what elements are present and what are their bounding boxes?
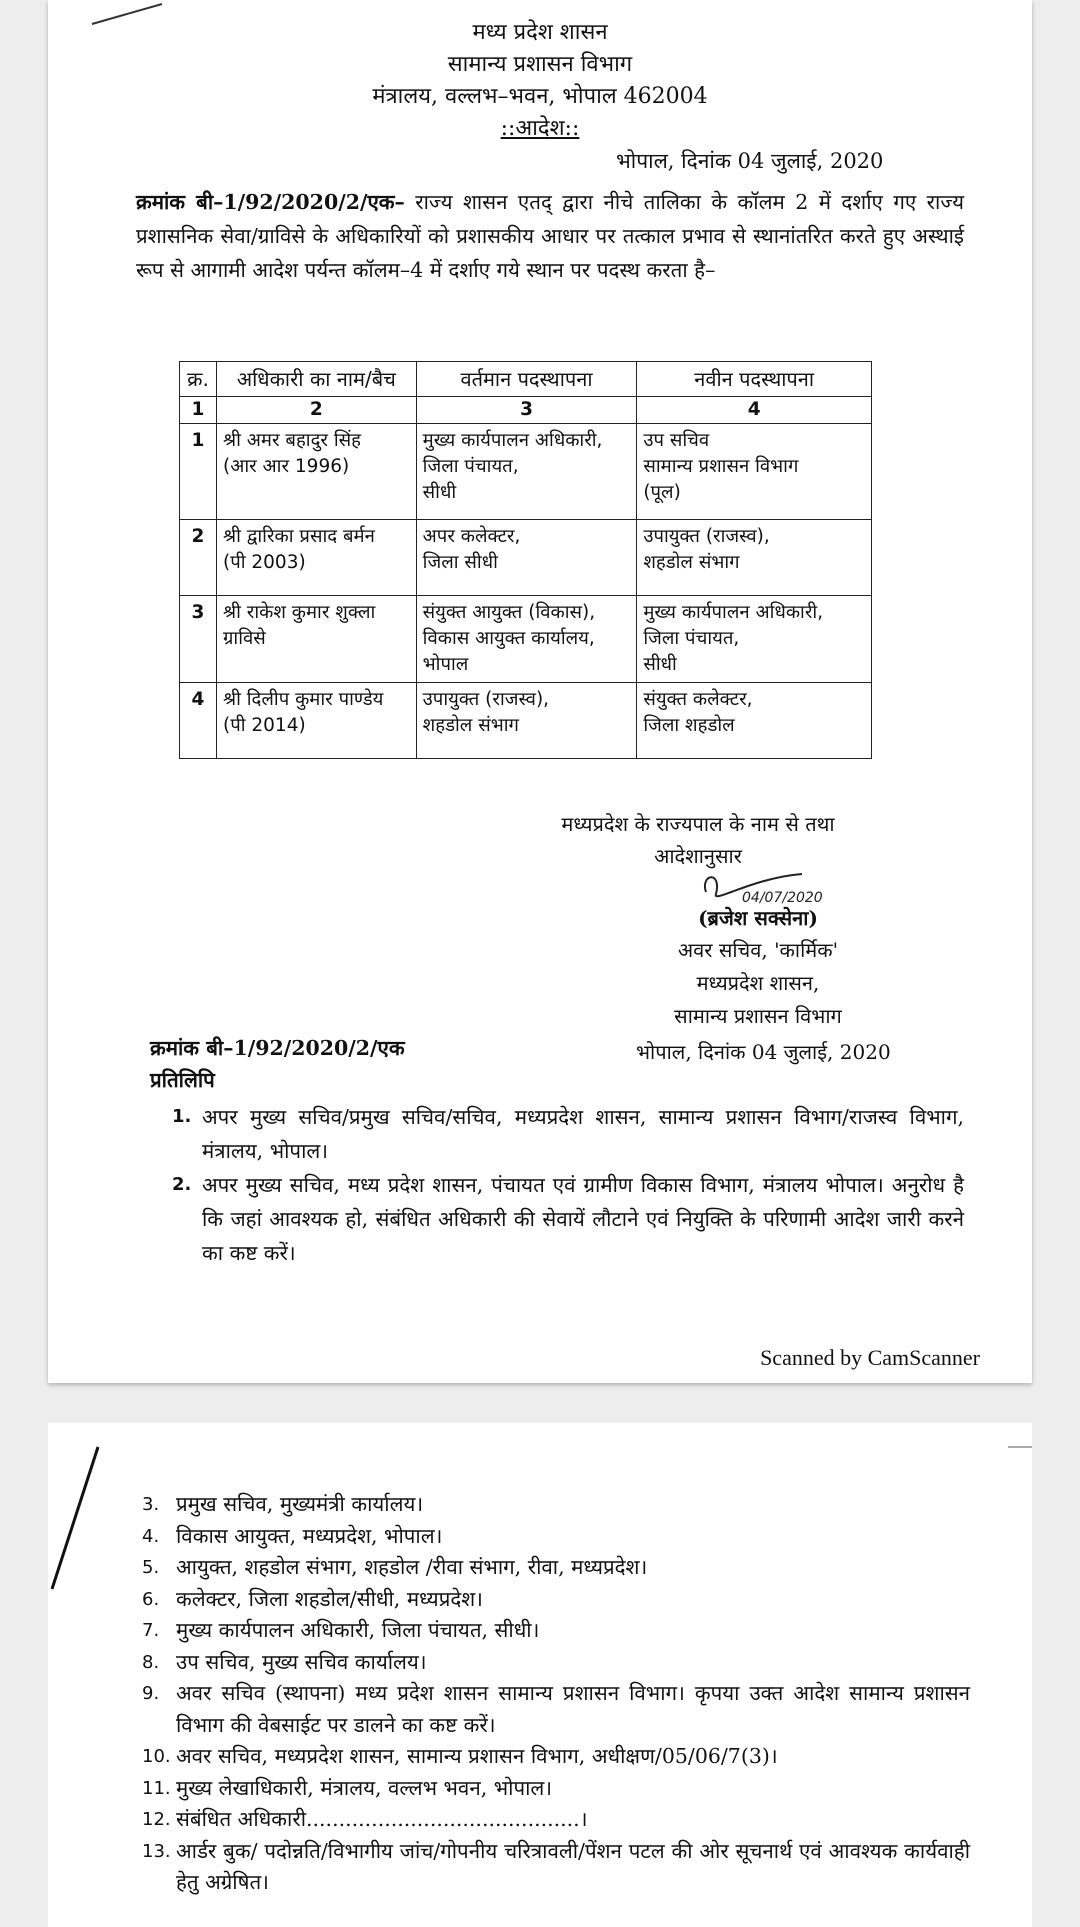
copy-list [172,1100,964,1270]
row-officer: श्री राकेश कुमार शुक्ला ग्राविसे [216,596,416,683]
item-text: संबंधित अधिकारी..........................................। [176,1807,588,1831]
item-number: 6. [142,1588,160,1610]
order-title-wrap [48,112,1032,142]
col-header: अधिकारी का नाम/बैच [216,362,416,397]
item-number: 11. [142,1777,171,1799]
list-item [142,1773,970,1805]
copy-list-continued [142,1489,970,1899]
row-new-posting: मुख्य कार्यपालन अधिकारी, जिला पंचायत, सीधी [637,596,872,683]
list-item [142,1584,970,1616]
signatory-govt: मध्यप्रदेश शासन, [696,971,820,995]
item-text: उप सचिव, मुख्य सचिव कार्यालय। [176,1649,427,1674]
item-text: अवर सचिव, मध्यप्रदेश शासन, सामान्य प्रशासन विभाग, अधीक्षण/05/06/7(3)। [176,1744,778,1768]
list-item [142,1804,970,1836]
list-item [142,1552,970,1584]
col-number: 1 [180,397,217,424]
table-colnum-row [180,397,872,424]
copy-label: प्रतिलिपि [150,1068,215,1092]
item-number: 9. [142,1683,160,1704]
signature-date: 04/07/2020 [742,890,823,906]
list-item [142,1741,970,1773]
row-current-posting: उपायुक्त (राजस्व), शहडोल संभाग [416,683,637,759]
item-text: विकास आयुक्त, मध्यप्रदेश, भोपाल। [176,1523,443,1548]
item-number: 3. [142,1494,160,1515]
item-text: आर्डर बुक/ पदोन्नति/विभागीय जांच/गोपनीय चरित्रावली/पेंशन पटल की ओर सूचनार्थ एवं आवश्यक कार्यवाही हेतु अग्रेषित। [176,1838,970,1894]
item-number: 12. [142,1809,171,1830]
item-number: 13. [142,1840,171,1862]
list-item [142,1489,970,1521]
list-item [142,1615,970,1647]
row-sno: 2 [180,520,217,596]
table-row [180,683,872,759]
col-header: नवीन पदस्थापना [637,362,872,397]
scanner-watermark: Scanned by CamScanner [760,1345,980,1370]
table-row [180,520,872,596]
list-item [142,1836,970,1899]
scanned-page-2 [48,1423,1032,1927]
item-number: 1. [172,1106,192,1127]
row-sno: 3 [180,596,217,683]
list-item [172,1168,964,1270]
table-row [180,424,872,520]
signatory-dept: सामान्य प्रशासन विभाग [674,1004,842,1028]
signatory-name: (ब्रजेश सक्सेना) [698,906,818,930]
header-address: मंत्रालय, वल्लभ–भवन, भोपाल 462004 [372,84,708,109]
item-text: मुख्य लेखाधिकारी, मंत्रालय, वल्लभ भवन, भोपाल। [176,1775,553,1800]
row-sno: 4 [180,683,217,759]
copy-order-number: क्रमांक बी–1/92/2020/2/एक [150,1036,405,1060]
item-number: 7. [142,1620,160,1641]
row-new-posting: उपायुक्त (राजस्व), शहडोल संभाग [637,520,872,596]
order-place-date: भोपाल, दिनांक 04 जुलाई, 2020 [616,149,884,173]
header-govt: मध्य प्रदेश शासन [472,20,608,45]
authority-line: मध्यप्रदेश के राज्यपाल के नाम से तथा [561,812,835,836]
row-new-posting: उप सचिव सामान्य प्रशासन विभाग (पूल) [637,424,872,520]
signatory-designation: अवर सचिव, 'कार्मिक' [677,938,839,962]
col-number: 4 [637,397,872,424]
order-paragraph [136,185,964,287]
transfer-table [179,361,872,759]
row-sno: 1 [180,424,217,520]
item-number: 2. [172,1174,192,1195]
scanned-page-1 [48,0,1032,1383]
copy-place-date: भोपाल, दिनांक 04 जुलाई, 2020 [636,1040,891,1064]
col-header: क्र. [180,362,217,397]
row-current-posting: अपर कलेक्टर, जिला सीधी [416,520,637,596]
col-header: वर्तमान पदस्थापना [416,362,637,397]
row-current-posting: मुख्य कार्यपालन अधिकारी, जिला पंचायत, सीधी [416,424,637,520]
row-officer: श्री दिलीप कुमार पाण्डेय (पी 2014) [216,683,416,759]
edge-mark [1008,1445,1032,1449]
table-row [180,596,872,683]
order-number: क्रमांक बी–1/92/2020/2/एक– [136,190,405,214]
list-item [172,1100,964,1168]
item-number: 8. [142,1651,160,1673]
row-current-posting: संयुक्त आयुक्त (विकास), विकास आयुक्त कार्यालय, भोपाल [416,596,637,683]
item-number: 4. [142,1525,160,1547]
item-number: 10. [142,1746,171,1767]
order-body: राज्य शासन एतद् द्वारा नीचे तालिका के कॉलम 2 में दर्शाए गए राज्य प्रशासनिक सेवा/ग्राविसे के अधिकारियों को प्रशासकीय आधार पर तत्काल प्रभाव से स्थानांतरित करते हुए अस्थाई रूप से आगामी आदेश पर्यन्त कॉलम–4 में दर्शाए गये स्थान पर पदस्थ करता है– [136,190,964,282]
col-number: 3 [416,397,637,424]
item-text: अवर सचिव (स्थापना) मध्य प्रदेश शासन सामान्य प्रशासन विभाग। कृपया उक्त आदेश सामान्य प्रशासन विभाग की वेबसाईट पर डालने का कष्ट करें। [176,1681,970,1737]
item-text: कलेक्टर, जिला शहडोल/सीधी, मध्यप्रदेश। [176,1586,483,1611]
pen-mark [48,1443,108,1593]
item-text: आयुक्त, शहडोल संभाग, शहडोल /रीवा संभाग, रीवा, मध्यप्रदेश। [176,1555,648,1579]
authority-line-2: आदेशानुसार [654,844,742,868]
order-title: ::आदेश:: [500,116,580,141]
row-officer: श्री अमर बहादुर सिंह (आर आर 1996) [216,424,416,520]
row-new-posting: संयुक्त कलेक्टर, जिला शहडोल [637,683,872,759]
col-number: 2 [216,397,416,424]
item-text: मुख्य कार्यपालन अधिकारी, जिला पंचायत, सीधी। [176,1618,540,1642]
list-item [142,1647,970,1679]
item-text: अपर मुख्य सचिव/प्रमुख सचिव/सचिव, मध्यप्रदेश शासन, सामान्य प्रशासन विभाग/राजस्व विभाग, मंत्रालय, भोपाल। [202,1105,964,1163]
table-header-row [180,362,872,397]
list-item [142,1678,970,1741]
item-text: प्रमुख सचिव, मुख्यमंत्री कार्यालय। [176,1492,424,1516]
item-number: 5. [142,1557,160,1578]
row-officer: श्री द्वारिका प्रसाद बर्मन (पी 2003) [216,520,416,596]
header-dept: सामान्य प्रशासन विभाग [447,52,633,77]
item-text: अपर मुख्य सचिव, मध्य प्रदेश शासन, पंचायत एवं ग्रामीण विकास विभाग, मंत्रालय भोपाल। अनुरोध है कि जहां आवश्यक हो, संबंधित अधिकारी की सेवायें लौटाने एवं नियुक्ति के परिणामी आदेश जारी करने का कष्ट करें। [202,1173,964,1265]
list-item [142,1521,970,1553]
